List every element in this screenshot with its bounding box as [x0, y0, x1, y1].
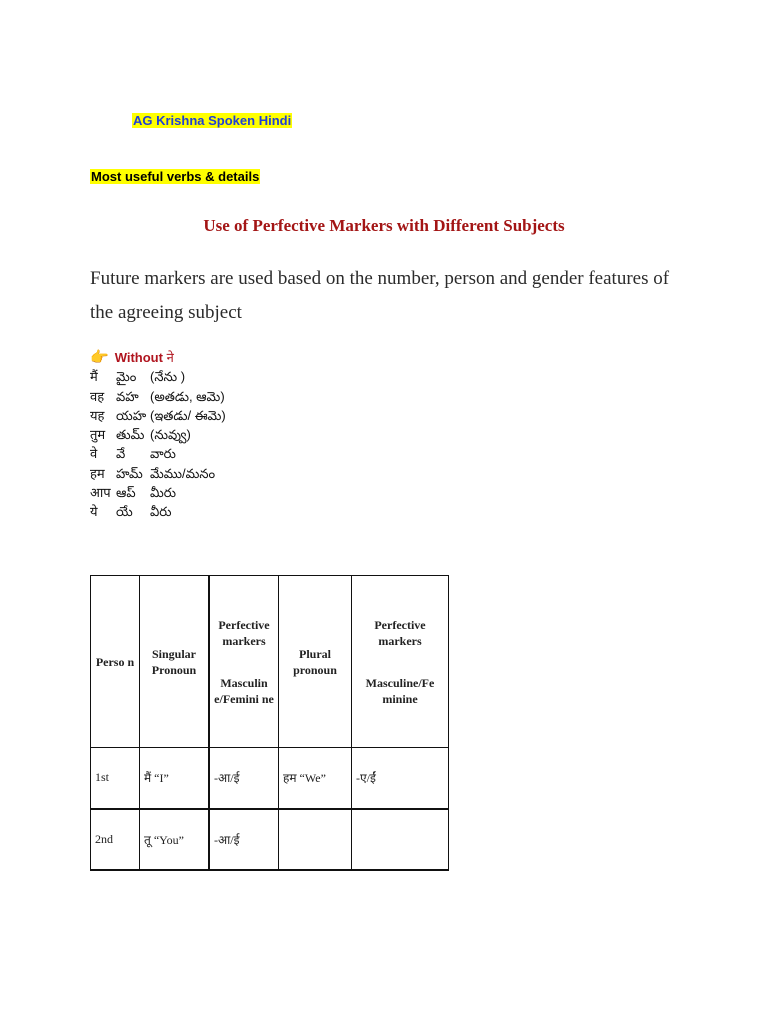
pronoun-hindi: हम	[90, 465, 105, 481]
header-perfective-markers-2: Perfective markers Masculine/Fe minine	[352, 576, 449, 748]
pronoun-telugu: మీరు	[150, 485, 176, 501]
cell-plural: हम “We”	[279, 748, 352, 809]
pronoun-telugu: వీరు	[150, 504, 172, 520]
pronoun-transliteration: తుమ్	[116, 427, 145, 443]
pronoun-transliteration: మైం	[116, 369, 137, 385]
pronoun-list	[90, 348, 226, 522]
table-row	[91, 809, 449, 870]
pronoun-hindi: आप	[90, 485, 111, 501]
pronoun-transliteration: వహ	[116, 388, 139, 404]
pronoun-telugu: (అతడు, ఆమె)	[150, 388, 225, 404]
pronoun-telugu: (ఇతడు/ ఈమె)	[150, 407, 226, 423]
cell-singular: मैं “I”	[140, 748, 210, 809]
header-plural-pronoun: Plural pronoun	[279, 576, 352, 748]
header-singular-pronoun: Singular Pronoun	[140, 576, 210, 748]
pronoun-row	[90, 406, 226, 425]
pronoun-row	[90, 464, 226, 483]
pronoun-transliteration: ఆప్	[116, 485, 136, 501]
pronoun-telugu: (నేను )	[150, 369, 186, 385]
pronoun-telugu: (నువ్వు)	[150, 427, 191, 443]
cell-person: 2nd	[91, 809, 140, 870]
pronoun-row	[90, 367, 226, 386]
pronoun-hindi: तुम	[90, 427, 106, 443]
cell-singular: तू “You”	[140, 809, 210, 870]
pronoun-hindi: वह	[90, 388, 105, 404]
subheading: Most useful verbs & details	[91, 169, 260, 184]
header-perfective-markers-1: Perfective markers Masculin e/Femini ne	[209, 576, 279, 748]
intro-paragraph: Future markers are used based on the number, person and gender features of the agreeing subject	[90, 268, 670, 323]
cell-marker-2	[352, 809, 449, 870]
pronoun-transliteration: యహ	[116, 407, 147, 423]
cell-marker-2: -ए/ईं	[352, 748, 449, 809]
brand-title: AG Krishna Spoken Hindi	[133, 113, 292, 128]
pronoun-row	[90, 483, 226, 502]
without-ne-heading: 👉 Without ने	[90, 349, 174, 366]
pronoun-transliteration: వే	[116, 446, 126, 462]
pronoun-transliteration: హమ్	[116, 465, 143, 481]
pronoun-telugu: మేము/మనం	[150, 465, 216, 481]
pronoun-row	[90, 387, 226, 406]
page-title: Use of Perfective Markers with Different Subjects	[203, 216, 565, 235]
header-person: Perso n	[91, 576, 140, 748]
perfective-markers-table	[90, 575, 449, 871]
pronoun-telugu: వారు	[150, 446, 176, 462]
cell-plural	[279, 809, 352, 870]
cell-marker-1: -आ/ई	[209, 748, 279, 809]
pronoun-hindi: वे	[90, 446, 98, 462]
pronoun-row	[90, 502, 226, 521]
table-header-row	[91, 576, 449, 748]
pointing-hand-icon: 👉	[90, 349, 109, 366]
pronoun-hindi: मैं	[90, 369, 98, 385]
pronoun-hindi: ये	[90, 504, 98, 520]
table-row	[91, 748, 449, 809]
pronoun-row	[90, 444, 226, 463]
cell-marker-1: -आ/ई	[209, 809, 279, 870]
pronoun-hindi: यह	[90, 407, 105, 423]
pronoun-transliteration: యే	[116, 504, 133, 520]
cell-person: 1st	[91, 748, 140, 809]
pronoun-row	[90, 425, 226, 444]
